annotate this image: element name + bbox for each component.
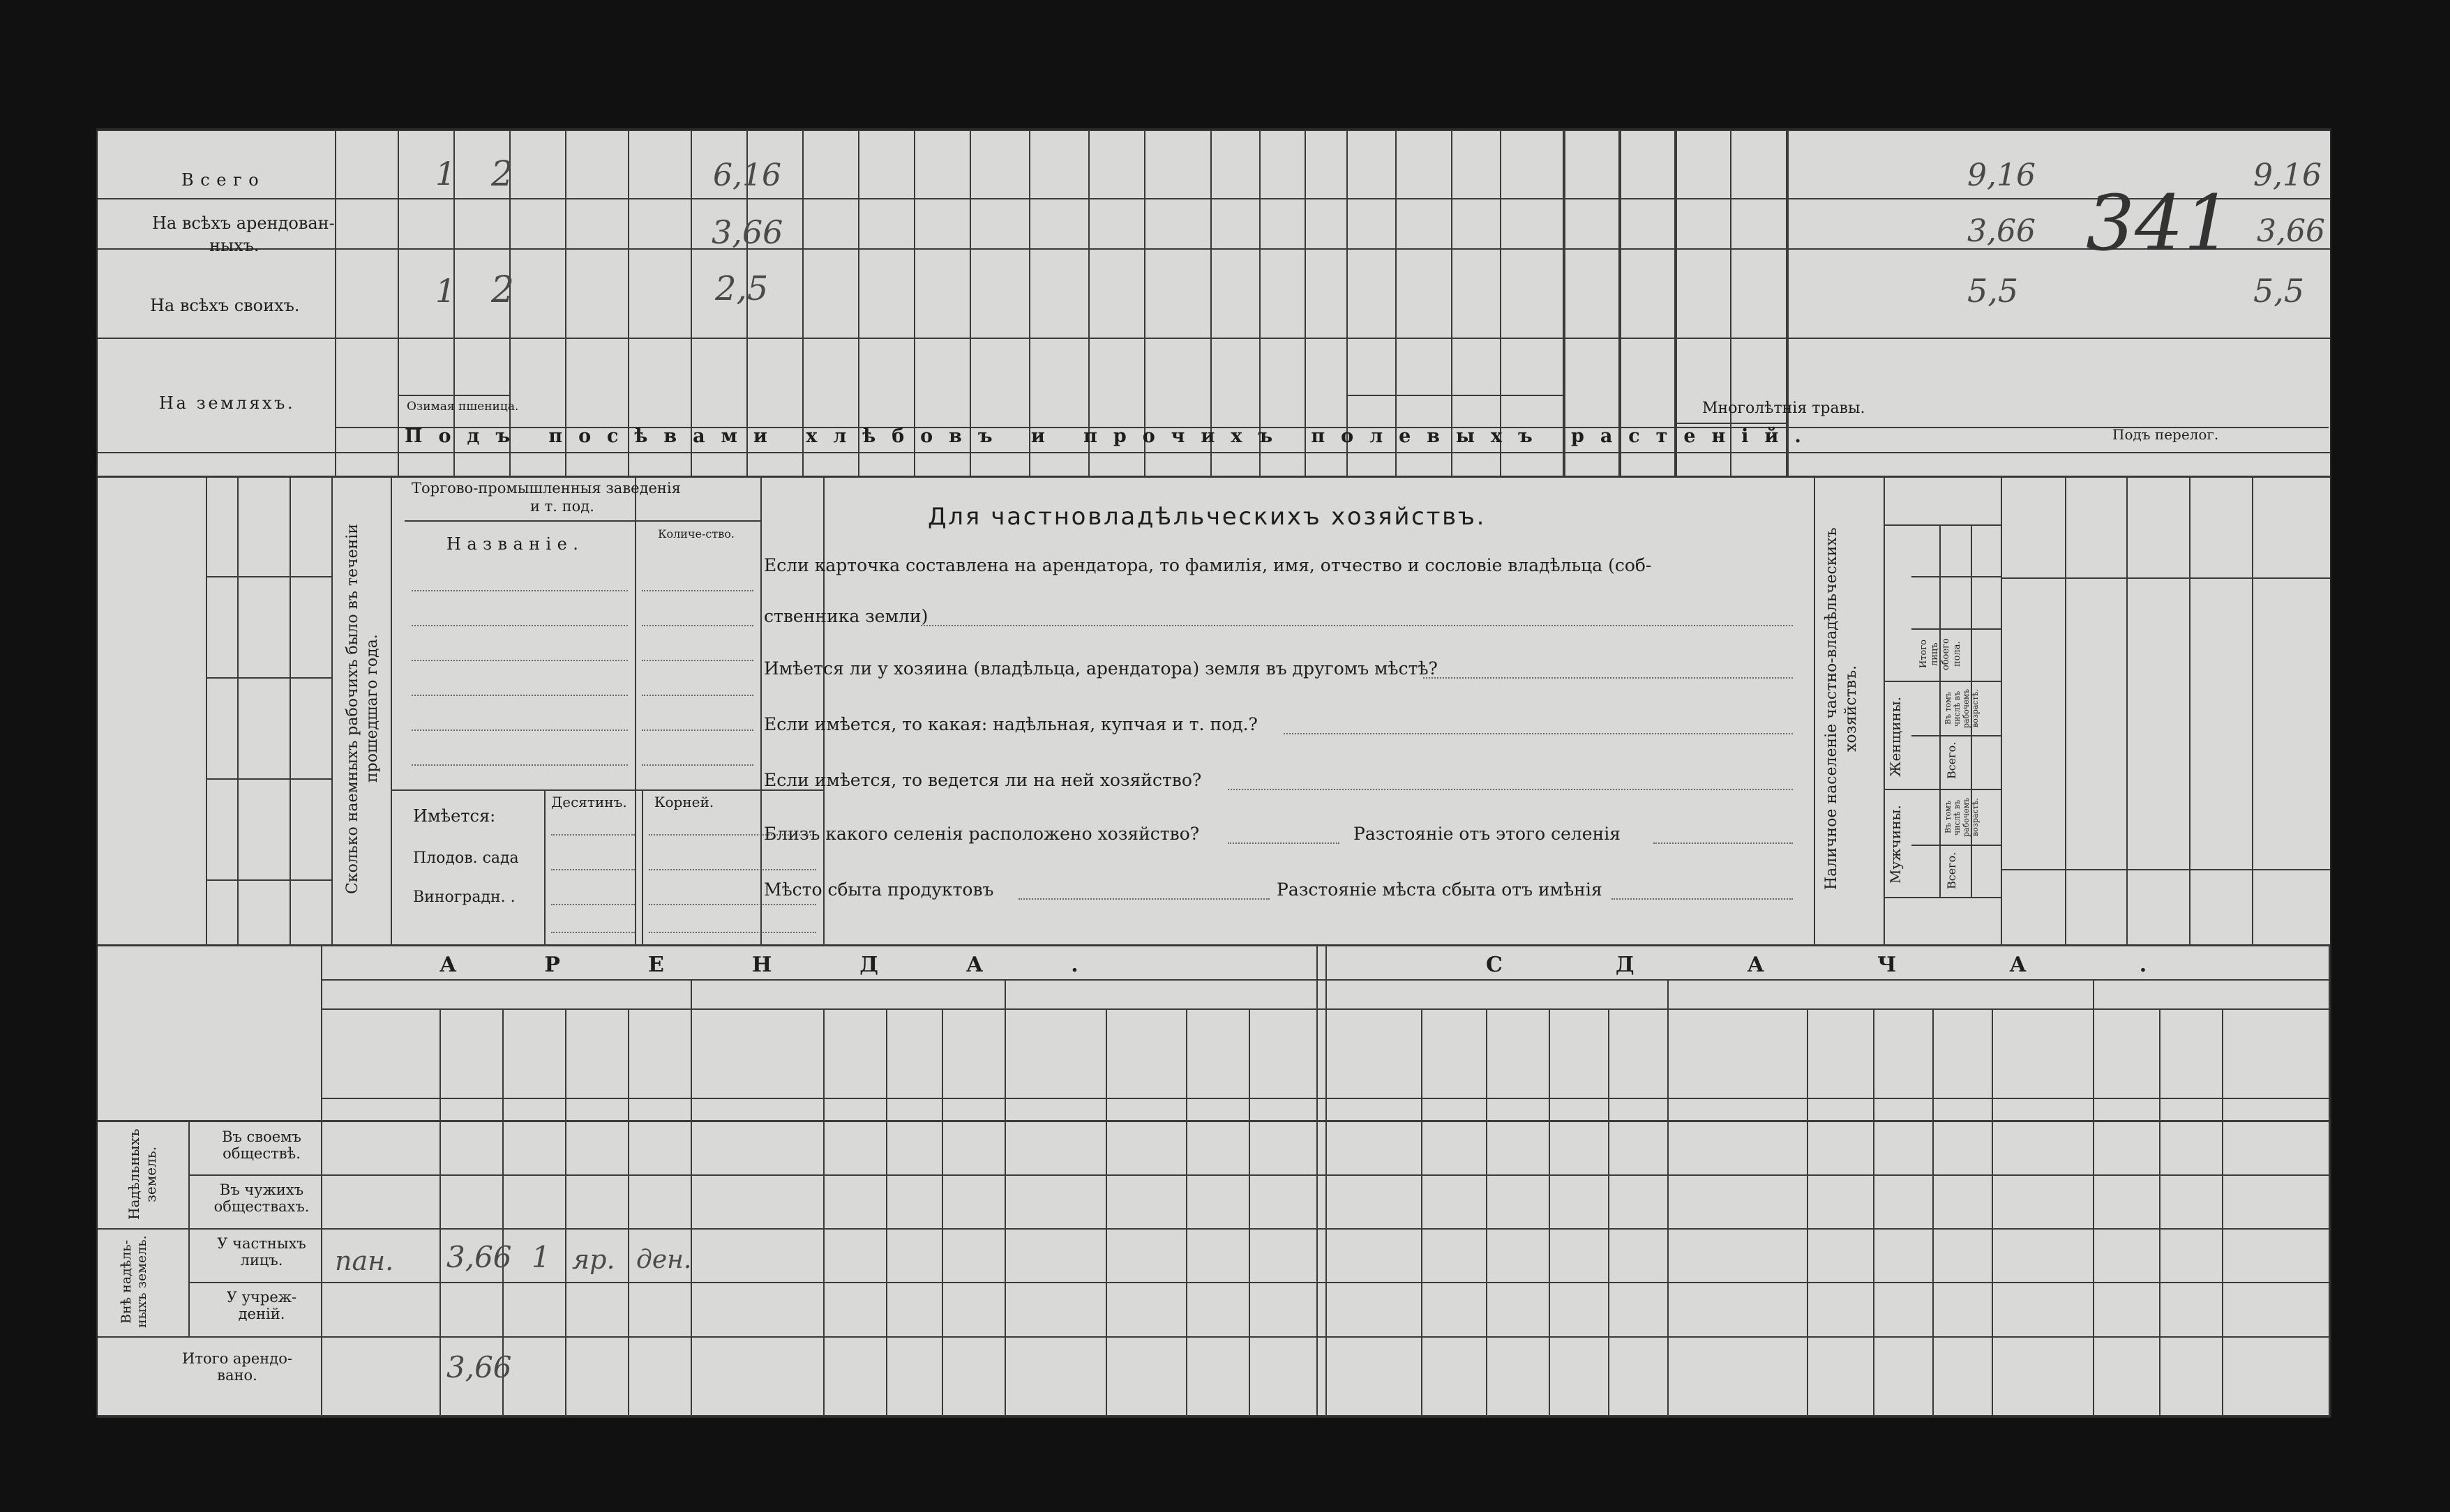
hw-svoikh-78: 1 [435,272,456,310]
worker-type-label [241,483,283,569]
q3: Если имѣется, то какая: надѣльная, купчая и т. под.? [764,714,1258,734]
working-age-m: Въ томъ числѣ въ рабочемъ возрастѣ. [1944,797,1980,838]
population-col-footer [2130,875,2185,942]
q5-b: Разстояніе отъ этого селенія [1353,824,1621,844]
worker-col-number [208,785,236,872]
hw-chast-108: ден. [636,1246,692,1274]
row-label-arend-2: ныхъ. [209,236,260,255]
orchard-dots [649,869,816,870]
crop-col-line [1259,130,1261,476]
lease-col-header [1876,1014,1930,1094]
lease-col-line [628,1008,629,1416]
lease-col-header [1935,1014,1989,1094]
lease-col-line [1807,1008,1808,1416]
hired-workers-title: Сколько наемныхъ рабочихъ было въ теченіи прошедшаго года. [344,523,381,894]
hw-arend-82: 3,66 [712,213,783,251]
crop-header [1733,254,1783,386]
lease-col-line [1873,1008,1874,1416]
nadel-label: Надѣльныхъ земель. [126,1128,159,1220]
q1-line-a: Если карточка составлена на арендатора, то фамилія, имя, отчество и сословіе владѣльца (соб- [764,555,1652,575]
total-both-sexes: Итого лицъ обоего пола. [1918,638,1962,670]
crop-header [1091,254,1141,386]
row-itogo-arend: Итого арендо-вано. [182,1350,292,1384]
crop-header [1398,254,1448,386]
hw-chast-104: пан. [335,1246,394,1276]
total-label-w: Всего. [1945,741,1958,779]
orchard-dots [551,869,635,870]
lease-col-line [1549,1008,1550,1416]
lease-col-line [1608,1008,1609,1416]
lease-col-line [1249,1008,1250,1416]
mnogolet-underline [1346,395,1563,396]
lease-col-line [1992,1008,1993,1416]
group-sep [1667,979,1669,1008]
crop-header [1032,254,1085,386]
trade-qty-dots [642,695,753,696]
orchard-dots [551,904,635,905]
lease-col-header [1108,1014,1183,1094]
perelog-underline [1674,423,1786,424]
lease-col-line [2159,1008,2160,1416]
population-col-footer [2005,875,2061,942]
hw-vsego-78: 1 [435,155,456,192]
row-u-chastnykh: У частныхъ лицъ. [217,1235,306,1269]
lease-col-header [1489,1014,1546,1094]
group-separator [1618,130,1621,476]
lease-col-header [2096,1014,2156,1094]
crop-header [1307,254,1344,386]
hw-vsego-99: 9,16 [1967,158,2036,193]
worker-col-number [208,684,236,771]
lease-col-line [1316,946,1318,1416]
hw-svoikh-82: 2,5 [715,269,769,308]
lease-col-header [1810,1014,1870,1094]
population-col-footer [2069,875,2122,942]
hw-arend-103: 3,66 [2257,213,2325,249]
population-col-header [2193,482,2248,573]
population-col-header [2069,482,2122,573]
crop-header [1789,254,2327,386]
population-number [1974,849,1999,893]
group-separator [1786,130,1789,476]
hw-vsego-82: 6,16 [713,158,781,193]
population-number [1974,739,1999,785]
hw-arend-99: 3,66 [1967,213,2036,249]
lease-col-line [2329,946,2330,1416]
trade-row-dots [412,625,628,626]
imeetsya-label: Имѣется: [413,806,496,826]
crop-col-line [1395,130,1397,476]
crop-col-line [1451,130,1452,476]
lease-col-line [1005,1008,1006,1416]
mnogoletnie-label: Многолѣтнія травы. [1702,400,1865,417]
ozim-underline [398,395,509,396]
lease-col-line [823,1008,825,1416]
crop-col-line [970,130,971,476]
crop-col-line [1029,130,1030,476]
pod-perelog-label: Подъ перелог. [2112,426,2219,443]
crop-header [861,254,911,386]
private-form-title: Для частновладѣльческихъ хозяйствъ. [928,503,1487,531]
men-label: Мужчины. [1887,805,1904,884]
q6-b: Разстояніе мѣста сбыта отъ имѣнія [1277,879,1602,900]
hw-vsego-103: 9,16 [2253,158,2322,193]
crop-header [1147,254,1208,386]
hw-chast-107: яр. [572,1244,615,1275]
lease-col-line [1421,1008,1422,1416]
trade-qty-dots [642,625,753,626]
hw-svoikh-103: 5,5 [2253,272,2305,310]
crop-header [1213,254,1256,386]
orchard-dots [551,834,635,836]
trade-row-dots [412,590,628,591]
crop-col-line [1144,130,1145,476]
lease-col-header [2162,1014,2219,1094]
vne-nadel-label: Внѣ надѣль-ныхъ земель. [119,1235,149,1329]
lease-col-header [568,1014,625,1094]
trade-qty-dots [642,764,753,766]
crop-header [805,254,855,386]
hw-svoikh-99: 5,5 [1967,272,2019,310]
trade-row-dots [412,660,628,661]
arenda-title: АРЕНДА. [439,953,1166,977]
women-label: Женщины. [1887,696,1904,777]
hw-svoikh-79: 2 [491,269,515,311]
population-col-header [2130,482,2185,573]
lease-col-line [565,1008,566,1416]
hw-chast-105: 3,66 [446,1240,512,1274]
lease-col-line [439,1008,441,1416]
trade-qty-dots [642,590,753,591]
q5-a: Близъ какого селенія расположено хозяйство? [764,824,1200,844]
population-number [1974,685,1999,731]
crop-banner: Подъ посѣвами хлѣбовъ и прочихъ полевыхъ растеній. [405,425,1817,447]
crop-col-line [914,130,915,476]
lease-col-header [442,1014,499,1094]
worker-col-number [208,886,236,937]
crop-col-line [802,130,804,476]
population-col-header [2256,482,2326,573]
population-title: Наличное населеніе частно-владѣльческихъ хозяйствъ. [1823,527,1860,890]
plodov-sada-label: Плодов. сада [413,849,519,867]
crop-header [917,254,967,386]
crop-header [568,254,625,386]
population-col-footer [2193,875,2248,942]
worker-type-label [241,583,283,670]
worker-col-number [208,483,236,569]
crop-col-line [628,130,629,476]
lease-col-header [505,1014,562,1094]
korney-header: Корней. [654,794,714,810]
crop-header [512,254,562,386]
lease-col-header [889,1014,939,1094]
trade-row-dots [412,729,628,731]
crop-header [1503,254,1560,386]
group-sep [691,979,692,1008]
crop-header [1262,254,1302,386]
hw-big-number: 341 [2086,179,2232,268]
crop-header [1349,254,1392,386]
lease-col-line [1186,1008,1187,1416]
lease-col-line [1106,1008,1107,1416]
lease-col-header [826,1014,883,1094]
crop-col-line [858,130,859,476]
trade-title-2: и т. под. [530,498,594,515]
population-number [1974,793,1999,840]
row-label-arend-1: На всѣхъ арендован- [152,213,335,233]
q2: Имѣется ли у хозяина (владѣльца, арендатора) земля въ другомъ мѣстѣ? [764,658,1438,679]
row-label-na-zemlyakh: На земляхъ. [159,393,296,413]
crop-col-line [335,130,336,476]
crop-header [338,254,395,386]
lease-col-header [1424,1014,1483,1094]
orchard-dots [551,932,635,933]
lease-col-header [1189,1014,1246,1094]
lease-col-line [321,946,322,1416]
trade-row-dots [412,764,628,766]
orchard-dots [649,932,816,933]
trade-row-dots [412,695,628,696]
total-label-m: Всего. [1945,852,1958,889]
vinogradn-label: Виноградн. . [413,889,516,906]
crop-col-line [565,130,566,476]
lease-col-header [1551,1014,1605,1094]
crop-col-line [1346,130,1348,476]
trade-qty-header: Количе-ство. [658,527,735,540]
crop-col-line [1305,130,1306,476]
sdacha-title: СДАЧА. [1486,953,2260,977]
crop-header [1454,254,1497,386]
lease-col-line [886,1008,887,1416]
crop-header [972,254,1026,386]
row-label-svoikh: На всѣхъ своихъ. [150,296,300,315]
lease-col-header [945,1014,1002,1094]
trade-qty-dots [642,660,753,661]
hw-vsego-79: 2 [491,153,513,194]
crop-col-line [1500,130,1501,476]
q4: Если имѣется, то ведется ли на ней хозяйство? [764,770,1202,790]
lease-col-line [691,1008,692,1416]
crop-header [631,254,688,386]
hw-itogo-105: 3,66 [446,1350,512,1384]
lease-col-header [631,1014,688,1094]
census-card [98,130,2330,1416]
desyatin-header: Десятинъ. [551,794,627,810]
ozim-pshenitsa-label: Озимая пшеница. [407,400,519,414]
crop-col-line [691,130,692,476]
population-number [1974,580,1999,624]
row-v-chuzhikh: Въ чужихъ обществахъ. [213,1181,310,1215]
worker-type-label [241,684,283,771]
lease-col-line [2093,1008,2094,1416]
lease-col-header [1611,1014,1664,1094]
group-sep [1005,979,1006,1008]
crop-header [1621,254,1671,386]
crop-col-line [398,130,399,476]
lease-col-line [1667,1008,1669,1416]
population-col-header [2005,482,2061,573]
crop-header [1677,254,1727,386]
lease-col-line [942,1008,943,1416]
lease-col-line [1932,1008,1934,1416]
group-sep [2093,979,2094,1008]
orchard-dots [649,904,816,905]
population-col-footer [2256,875,2326,942]
row-u-uchrezh: У учреж-деній. [226,1289,297,1322]
lease-col-line [2222,1008,2223,1416]
worker-col-number [208,583,236,670]
q1-line-b: ственника земли) [764,606,929,626]
row-v-svoem: Въ своемъ обществѣ. [222,1128,301,1162]
trade-qty-dots [642,729,753,731]
q6-a: Мѣсто сбыта продуктовъ [764,879,994,900]
crop-col-line [1210,130,1212,476]
trade-name-header: Названіе. [446,534,585,554]
group-separator [1563,130,1565,476]
trade-title-1: Торгово-промышленныя заведенія [412,480,681,497]
worker-type-label [293,785,335,872]
working-age-w: Въ томъ числѣ въ рабочемъ возрастѣ. [1944,688,1980,729]
row-label-vsego: Всего [181,170,266,190]
crop-col-line [1088,130,1090,476]
lease-col-header [2225,1014,2278,1094]
lease-col-line [1486,1008,1487,1416]
lease-col-header [1252,1014,1314,1094]
hw-chast-106: 1 [532,1240,550,1274]
crop-header [1565,254,1616,386]
